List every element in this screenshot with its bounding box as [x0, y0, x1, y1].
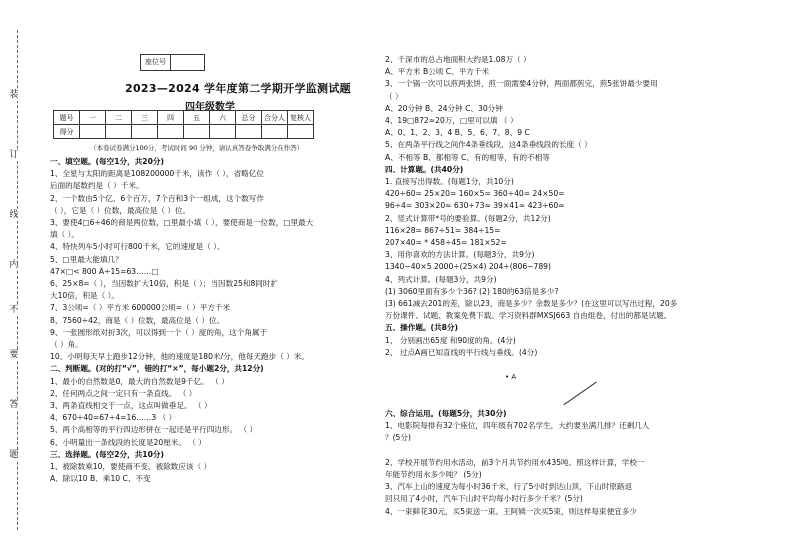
question-line: 5、在两条平行线之间作4条垂线段，这4条垂线段的长度（ ） — [385, 140, 592, 150]
score-cell[interactable] — [288, 125, 314, 139]
question-line — [385, 359, 725, 371]
question-line: 420÷60= 25×20= 160×5= 360÷40= 24×50= — [385, 189, 565, 199]
question-line: 1、电影院每排有32个座位，四年级有702名学生，大约要坐满几排？还剩几人 — [385, 421, 650, 431]
question-line: 4、列式计算。(每题3分，共9分) — [385, 274, 497, 284]
score-cell[interactable] — [80, 125, 106, 139]
question-line: 4、特快列车5小时可行800千米，它的速度是（ ）。 — [50, 242, 225, 252]
question-line: 4、670÷40=67÷4=16……3 （ ） — [50, 413, 177, 423]
score-cell[interactable] — [236, 125, 262, 139]
score-table — [53, 110, 314, 139]
question-line: 5、两个高相等的平行四边形拼在一起还是平行四边形。 （ ） — [50, 425, 258, 435]
question-line: (1) 3060里面有多少个36? (2) 180的63倍是多少? — [385, 286, 559, 296]
score-header-cell: 一 — [80, 111, 106, 125]
score-header-cell: 五 — [184, 111, 210, 125]
question-line: 五、操作题。(共8分) — [385, 323, 458, 333]
question-line: 四、计算题。(共40分) — [385, 164, 464, 174]
question-line: 207×40= * 458÷45= 181×52= — [385, 238, 507, 248]
score-header-cell: 题号 — [54, 111, 80, 125]
score-header-cell: 总分 — [236, 111, 262, 125]
question-line: 3、一个锅一次可以煎两张饼，煎一面需要4分钟，两面都煎完，煎5张饼最少要用 — [385, 79, 658, 89]
question-line: 二、判断题。(对的打“√”，错的打“×”，每小题2分，共12分) — [50, 364, 264, 374]
question-line: 2、 过点A画已知直线的平行线与垂线。(4分) — [385, 347, 538, 357]
score-cell[interactable] — [210, 125, 236, 139]
score-cell[interactable] — [262, 125, 288, 139]
question-line: 1. 直接写出得数。(每题1分，共10分) — [385, 177, 514, 187]
binding-char: 要 — [4, 350, 24, 361]
question-line: 后面的尾数约是（ ）千米。 — [50, 181, 144, 191]
question-line: 大10倍，积是（ ）。 — [50, 291, 120, 301]
question-line: A、20分钟 B、24分钟 C、30分钟 — [385, 103, 503, 113]
question-line: 1、 分别画出65度 和90度的角。(4分) — [385, 335, 516, 345]
binding-char: 不 — [4, 305, 24, 316]
question-line: 4、一束鲜花30元，买5束送一束。王阿姨一次买5束，则这样每束便宜多少 — [385, 506, 637, 516]
question-line: 116×28= 867÷51= 384÷15= — [385, 225, 501, 235]
question-line: 3、两条直线相交于一点，这点叫做垂足。 （ ） — [50, 401, 212, 411]
question-line: 5、□里最大能填几？ — [50, 254, 123, 264]
question-line — [385, 445, 725, 457]
question-line: 三、选择题。(每空2分，共10分) — [50, 449, 164, 459]
question-line: 2、任何两点之间一定只有一条直线。 （ ） — [50, 388, 197, 398]
question-line: (3) 661减去201的差，除以23，商是多少？余数是多少？(在这里可以写出过程，20多 — [385, 299, 678, 309]
question-line: 1、最小的自然数是0，最大的自然数是9千亿。 （ ） — [50, 376, 229, 386]
question-line: 6、小明量出一条线段的长度是20厘米。 （ ） — [50, 437, 207, 447]
right-column — [385, 54, 725, 518]
question-line: 万份课件、试题、教案免费下载。学习资料群MXSJ663 自由组卷，付出的都是试题。 — [385, 311, 672, 321]
question-line: 8、7560÷42，商是（ ）位数，最高位是（ ）位。 — [50, 315, 225, 325]
point-a-label: • A — [505, 373, 517, 381]
score-cell[interactable] — [106, 125, 132, 139]
score-cell[interactable] — [132, 125, 158, 139]
score-value-row — [54, 125, 314, 139]
score-header-cell: 六 — [210, 111, 236, 125]
seat-label: 座位号 — [145, 58, 166, 66]
question-line: A、平方米 B公顷 C、平方千米 — [385, 67, 490, 77]
question-line: 96÷4= 303×20≈ 630÷73≈ 39×41≈ 423÷60≈ — [385, 201, 565, 211]
binding-char: 答 — [4, 400, 24, 411]
exam-subtitle: 四年级数学 — [185, 102, 235, 113]
score-cell[interactable] — [184, 125, 210, 139]
binding-char: 订 — [4, 150, 24, 161]
score-header-cell: 二 — [106, 111, 132, 125]
question-line — [385, 396, 725, 408]
question-line: 3、用你喜欢的方法计算。(每题3分，共9分) — [385, 250, 535, 260]
question-line: 3、汽车上山的速度为每小时36千米，行了5小时到达山顶，下山时原路返 — [385, 482, 633, 492]
question-line: A、0、1、2、3、4 B、5、6、7、8、9 C — [385, 128, 530, 138]
question-line: 3、要使4□6÷46的商是两位数，□里最小填（ ），要使商是一位数，□里最大 — [50, 218, 314, 228]
question-line: 六、综合运用。(每题5分，共30分) — [385, 408, 507, 418]
question-line: 7、3公顷=（ ）平方米 600000公顷=（ ）平方千米 — [50, 303, 231, 313]
binding-char: 内 — [4, 260, 24, 271]
question-line: （ ），它是（ ）位数，最高位是（ ）位。 — [50, 205, 191, 215]
question-line: 2、千深市的总占地面积大约是1.08万（ ） — [385, 55, 531, 64]
question-line: 年能节约用水多少吨？ (5分) — [385, 469, 482, 479]
question-line: A、除以10 B、乘10 C、不变 — [50, 474, 151, 484]
binding-char: 装 — [4, 90, 24, 101]
question-line: A、不相等 B、都相等 C、有的相等，有的不相等 — [385, 152, 550, 162]
question-line: （ ）角。 — [50, 340, 83, 350]
score-header-cell: 三 — [132, 111, 158, 125]
question-line: 6、25×8=（ ），当因数扩大10倍，积是（ ）；当因数25和8同时扩 — [50, 279, 279, 289]
question-line: ？(5分) — [385, 433, 411, 443]
score-header-cell: 合分人 — [262, 111, 288, 125]
question-line: 9、一张圆形纸对折3次，可以得到一个（ ）度的角，这个角属于 — [50, 327, 268, 337]
question-line: （ ） — [385, 91, 403, 101]
score-row-label: 得分 — [54, 125, 80, 139]
seat-number-box — [140, 54, 205, 71]
question-line: 10、小明每天早上跑步12分钟，他的速度是180米/分，他每天跑步（ ）米。 — [50, 352, 310, 362]
question-line: 1、全星与太阳的距离是108200000千米，读作（ ），省略亿位 — [50, 169, 264, 179]
question-line: 47×□< 800 A÷15=63……□ — [50, 266, 159, 276]
score-header-cell: 四 — [158, 111, 184, 125]
question-line — [385, 371, 725, 383]
question-line: 2、一个数由5个亿，6个百万，7个百和3个一组成，这个数写作 — [50, 193, 264, 203]
question-line: 填（ ）。 — [50, 230, 79, 240]
score-cell[interactable] — [158, 125, 184, 139]
binding-margin — [4, 30, 24, 530]
question-line: 2、学校开展节约用水活动，前3个月共节约用水435吨。照这样计算，学校一 — [385, 457, 645, 467]
score-header-cell: 复核人 — [288, 111, 314, 125]
binding-char: 线 — [4, 210, 24, 221]
question-line: 2、竖式计算带*号的要验算。(每题2分，共12分) — [385, 213, 551, 223]
exam-title: 2023—2024 学年度第二学期开学监测试题 — [125, 82, 351, 95]
binding-char: 题 — [4, 450, 24, 461]
question-line: 1、被除数乘10，要使商不变，被除数应该（ ） — [50, 462, 212, 472]
seat-value-cell — [170, 55, 204, 70]
score-header-row — [54, 111, 314, 125]
question-line: 1340−40×5 2000÷(25×4) 204÷(806−789) — [385, 262, 551, 272]
question-line: 一、填空题。(每空1分，共20分) — [50, 157, 164, 166]
question-line: 回只用了4小时，汽车下山时平均每小时行多少千米？(5分) — [385, 494, 583, 504]
question-line: 4、19□872≈20万，□里可以填 （ ） — [385, 116, 518, 126]
question-line — [385, 383, 725, 395]
exam-note: （本卷试卷满分100分，考试时间 90 分钟，请认真答卷争取满分在作答） — [90, 144, 304, 152]
left-column — [50, 156, 375, 485]
